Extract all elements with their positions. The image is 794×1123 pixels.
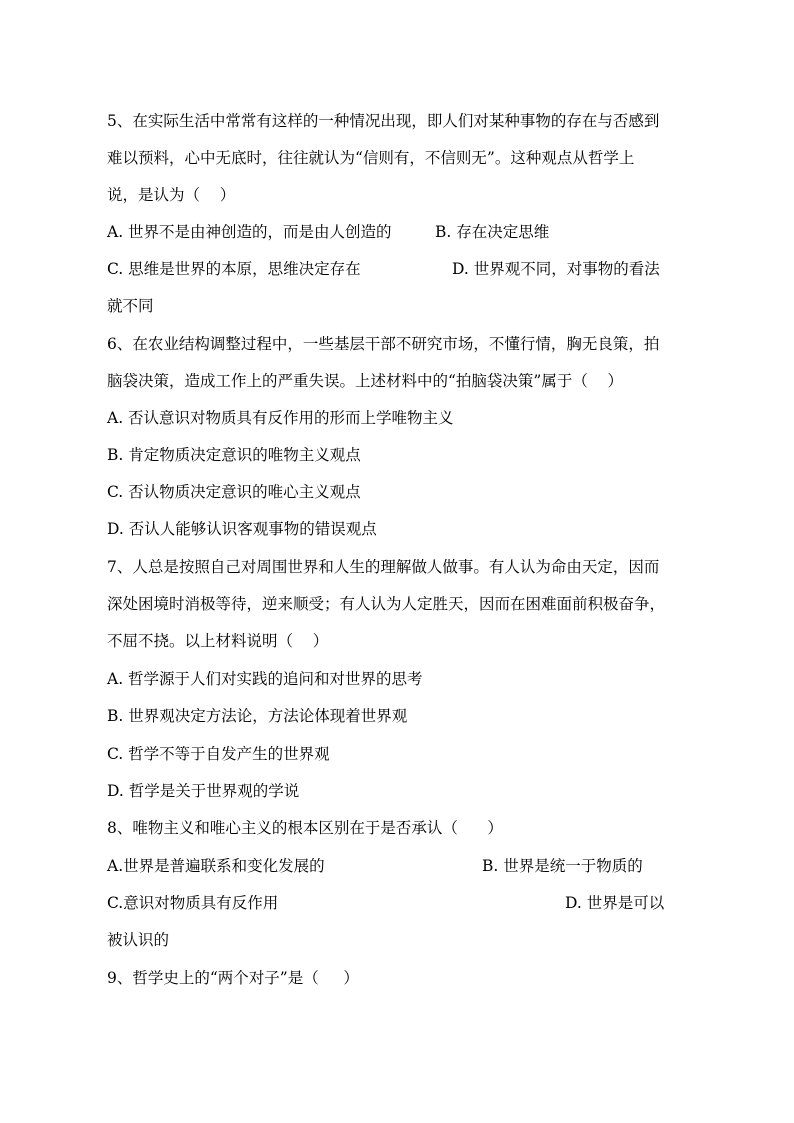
q5-stem-line-1: 5、在实际生活中常常有这样的一种情况出现，即人们对某种事物的存在与否感到 xyxy=(107,112,660,130)
q7-option-d: D. 哲学是关于世界观的学说 xyxy=(107,782,300,800)
q5-stem-line-3: 说，是认为（ ） xyxy=(107,186,236,204)
q5-stem-line-2: 难以预料，心中无底时，往往就认为“信则有，不信则无”。这种观点从哲学上 xyxy=(107,149,635,167)
q8-option-d-continued: 被认识的 xyxy=(107,931,170,949)
q5-option-d-continued: 就不同 xyxy=(107,297,154,315)
q5-option-a: A. 世界不是由神创造的，而是由人创造的 xyxy=(107,223,392,241)
q6-stem-line-1: 6、在农业结构调整过程中，一些基层干部不研究市场，不懂行情，胸无良策，拍 xyxy=(107,335,660,353)
q8-option-d: D. 世界是可以 xyxy=(565,894,665,912)
q7-option-b: B. 世界观决定方法论，方法论体现着世界观 xyxy=(107,707,408,725)
q8-option-b: B. 世界是统一于物质的 xyxy=(482,857,643,875)
q7-stem-line-3: 不屈不挠。以上材料说明（ ） xyxy=(107,632,329,650)
q6-option-b: B. 肯定物质决定意识的唯物主义观点 xyxy=(107,446,361,464)
q7-stem-line-1: 7、人总是按照自己对周围世界和人生的理解做人做事。有人认为命由天定，因而 xyxy=(107,558,660,576)
q5-option-c: C. 思维是世界的本原，思维决定存在 xyxy=(107,260,361,278)
q5-option-b: B. 存在决定思维 xyxy=(435,223,550,241)
q6-option-c: C. 否认物质决定意识的唯心主义观点 xyxy=(107,483,361,501)
q9-stem-line-1: 9、哲学史上的“两个对子”是（ ） xyxy=(107,969,359,987)
q5-option-d: D. 世界观不同，对事物的看法 xyxy=(452,260,660,278)
q8-stem-line-1: 8、唯物主义和唯心主义的根本区别在于是否承认（ ） xyxy=(107,819,503,837)
q8-option-a: A.世界是普遍联系和变化发展的 xyxy=(107,857,325,875)
q7-option-a: A. 哲学源于人们对实践的追问和对世界的思考 xyxy=(107,670,423,688)
q6-option-a: A. 否认意识对物质具有反作用的形而上学唯物主义 xyxy=(107,409,454,427)
q6-option-d: D. 否认人能够认识客观事物的错误观点 xyxy=(107,520,377,538)
q6-stem-line-2: 脑袋决策，造成工作上的严重失误。上述材料中的“拍脑袋决策”属于（ ） xyxy=(107,372,624,390)
q7-option-c: C. 哲学不等于自发产生的世界观 xyxy=(107,745,330,763)
q8-option-c: C.意识对物质具有反作用 xyxy=(107,894,279,912)
q7-stem-line-2: 深处困境时消极等待，逆来顺受；有人认为人定胜天，因而在困难面前积极奋争， xyxy=(107,595,666,613)
